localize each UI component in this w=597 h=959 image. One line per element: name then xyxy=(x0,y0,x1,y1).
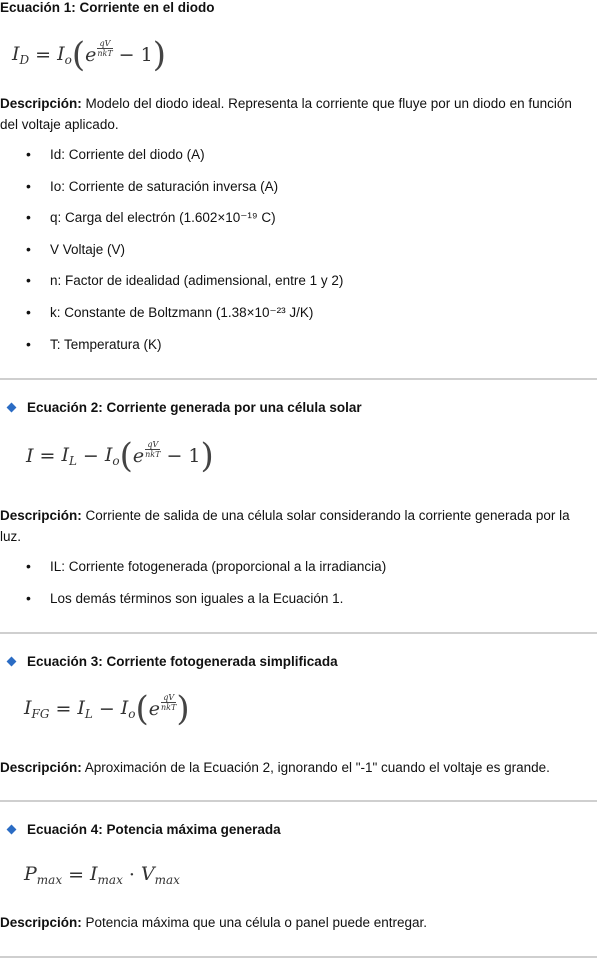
eq2-formula: I = $I_L$ − $I_o$ ( e $\frac{qV}{\text{nkT}}$ − 1 ) xyxy=(26,436,214,476)
eq4-formula: $P_{max}$ = $I_{max}$ · $V_{max}$ xyxy=(24,863,180,887)
list-item: • Id: Corriente del diodo (A) xyxy=(0,144,590,176)
eq4-description xyxy=(0,912,592,933)
eq1-formula: $I_D$ = $I_o$ ( e $\frac{qV}{\text{nkT}}$ − 1 ) xyxy=(12,35,166,75)
eq3-title-row xyxy=(6,654,338,669)
list-item: • n: Factor de idealidad (adimensional, entre 1 y 2) xyxy=(0,270,590,302)
section-divider xyxy=(0,956,597,958)
eq1-variable-list xyxy=(0,144,590,365)
list-item: • Los demás términos son iguales a la Ecuación 1. xyxy=(0,588,590,620)
section-divider xyxy=(0,632,597,634)
list-item: • V Voltaje (V) xyxy=(0,239,590,271)
eq1-title: Ecuación 1: Corriente en el diodo xyxy=(0,0,215,15)
eq1-description xyxy=(0,93,592,135)
eq2-description xyxy=(0,505,592,547)
list-item: • IL: Corriente fotogenerada (proporcional a la irradiancia) xyxy=(0,556,590,588)
eq4-desc-text: Potencia máxima que una célula o panel puede entregar. xyxy=(81,915,428,930)
list-item: • k: Constante de Boltzmann (1.38×10⁻²³ J/K) xyxy=(0,302,590,334)
eq3-desc-label: Descripción: xyxy=(0,760,82,775)
eq4-desc-label: Descripción: xyxy=(0,915,82,930)
section-divider xyxy=(0,378,597,380)
eq2-title-row xyxy=(6,400,362,415)
eq3-desc-text: Aproximación de la Ecuación 2, ignorando el "-1" cuando el voltaje es grande. xyxy=(81,760,550,775)
eq1-desc-text: Modelo del diodo ideal. Representa la corriente que fluye por un diodo en función del voltaje aplicado. xyxy=(0,96,572,132)
list-item: • T: Temperatura (K) xyxy=(0,334,590,366)
section-divider xyxy=(0,800,597,802)
eq2-desc-label: Descripción: xyxy=(0,508,82,523)
diamond-bullet-icon xyxy=(7,403,17,413)
diamond-bullet-icon xyxy=(7,657,17,667)
eq2-title: Ecuación 2: Corriente generada por una célula solar xyxy=(27,400,362,415)
eq2-variable-list xyxy=(0,556,590,619)
list-item: • Io: Corriente de saturación inversa (A) xyxy=(0,176,590,208)
eq3-title: Ecuación 3: Corriente fotogenerada simplificada xyxy=(27,654,338,669)
eq3-formula: $I_{FG}$ = $I_L$ − $I_o$ ( e $\frac{qV}{\text{nkT}}$ ) xyxy=(24,689,190,729)
diamond-bullet-icon xyxy=(7,825,17,835)
eq4-title-row xyxy=(6,822,281,837)
eq2-desc-text: Corriente de salida de una célula solar considerando la corriente generada por la luz. xyxy=(0,508,570,544)
eq4-title: Ecuación 4: Potencia máxima generada xyxy=(27,822,281,837)
eq3-description xyxy=(0,757,592,778)
list-item: • q: Carga del electrón (1.602×10⁻¹⁹ C) xyxy=(0,207,590,239)
eq1-desc-label: Descripción: xyxy=(0,96,82,111)
